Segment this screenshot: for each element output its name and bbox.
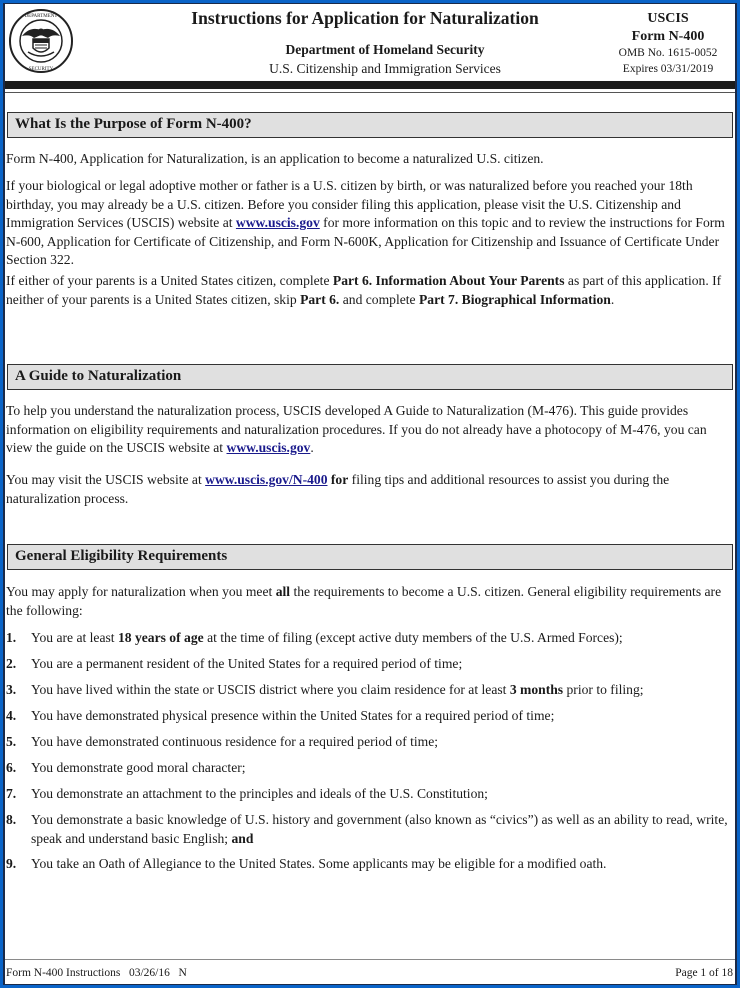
text-run: You are at least — [31, 630, 118, 645]
list-number: 9. — [6, 856, 17, 871]
text-run: You have demonstrated continuous residence for a required period of time; — [31, 734, 439, 749]
bold-text: Part 6. — [300, 291, 340, 307]
omb-number: OMB No. 1615-0052 — [618, 47, 718, 59]
paragraph — [6, 402, 734, 458]
page-number: Page 1 of 18 — [675, 967, 733, 979]
text-run: If either of your parents is a United States citizen, complete — [6, 273, 333, 288]
text-run: You take an Oath of Allegiance to the United States. Some applicants may be eligible for a modified oath. — [31, 856, 607, 871]
text-run: at the time of filing (except active duty members of the U.S. Armed Forces); — [203, 630, 623, 645]
agency-short: USCIS — [647, 11, 689, 26]
text-run: You may apply for naturalization when you meet — [6, 584, 276, 599]
bold-text: Part 6. Information About Your Parents — [332, 273, 565, 288]
list-text — [31, 855, 731, 874]
paragraph — [6, 583, 734, 620]
section-heading-purpose: What Is the Purpose of Form N-400? — [7, 112, 733, 138]
bold-text: and — [231, 830, 254, 846]
agency-name: U.S. Citizenship and Immigration Services — [269, 61, 501, 76]
list-text — [31, 759, 731, 778]
list-number: 2. — [6, 656, 17, 671]
text-run: Form N-400, Application for Naturalization, is an application to become a naturalized U.S. citizen. — [6, 151, 544, 166]
text-run: You have lived within the state or USCIS district where you claim residence for at least — [31, 682, 510, 697]
list-text — [31, 655, 731, 674]
paragraph — [6, 177, 734, 270]
uscis-website-link[interactable]: www.uscis.gov/N-400 — [205, 472, 328, 487]
bold-text: 18 years of age — [117, 630, 204, 645]
text-run: You may visit the USCIS website at — [6, 472, 206, 487]
bold-text: all — [275, 584, 291, 599]
text-run: filing tips and additional resources to assist you during the naturalization process. — [6, 472, 670, 506]
list-number: 3. — [6, 682, 17, 697]
list-number: 4. — [6, 708, 17, 723]
list-text — [31, 629, 731, 648]
section-heading-guide: A Guide to Naturalization — [7, 364, 733, 390]
list-number: 1. — [6, 630, 17, 645]
header-divider-thin — [5, 92, 735, 93]
text-run: You demonstrate good moral character; — [31, 760, 246, 775]
list-text — [31, 785, 731, 804]
bold-text: for — [327, 472, 349, 487]
uscis-website-link[interactable]: www.uscis.gov — [226, 440, 311, 455]
form-number: Form N-400 — [631, 29, 705, 44]
paragraph — [6, 471, 734, 508]
text-run: You are a permanent resident of the United States for a required period of time; — [31, 656, 463, 671]
svg-text:DEPARTMENT: DEPARTMENT — [24, 14, 58, 19]
text-run: for more information on this topic and to review the instructions for Form N-600, Application for Certificate of Citizenship, and Form N-600K, Application for Citizenship and Issuance of Certificate Under Section 322. — [6, 215, 725, 267]
paragraph — [6, 272, 734, 309]
text-run: prior to filing; — [563, 682, 644, 697]
text-run: You have demonstrated physical presence within the United States for a required period of time; — [31, 708, 555, 723]
text-run: To help you understand the naturalization process, USCIS developed A Guide to Naturalization (M-476). This guide provides information on eligibility requirements and naturalization procedures. If you do not already have a photocopy of M-476, you can view the guide on the USCIS website at — [6, 403, 707, 455]
svg-text:SECURITY: SECURITY — [28, 67, 54, 72]
text-run: If your biological or legal adoptive mother or father is a U.S. citizen by birth, or was naturalized before you reached your 18th birthday, you may already be a U.S. citizen. Before you consider filing this application, please visit the U.S. Citizenship and Immigration Services (USCIS) website at — [6, 178, 693, 230]
list-number: 6. — [6, 760, 17, 775]
text-run: and complete — [339, 291, 419, 307]
department-name: Department of Homeland Security — [285, 42, 485, 57]
form-info-block — [603, 10, 733, 77]
text-run: You demonstrate a basic knowledge of U.S. history and government (also known as “civics”) as well as an ability to read, write, speak and understand basic English; — [31, 812, 728, 846]
footer-divider — [5, 959, 735, 960]
list-text — [31, 811, 731, 848]
bold-text: Part 7. Biographical Information — [419, 291, 611, 307]
list-text — [31, 733, 731, 752]
bold-text: 3 months — [509, 682, 564, 697]
list-number: 7. — [6, 786, 17, 801]
text-run: the requirements to become a U.S. citizen. General eligibility requirements are the following: — [6, 584, 722, 618]
document-page — [5, 4, 735, 984]
list-number: 8. — [6, 812, 17, 827]
document-title: Instructions for Application for Naturalization — [191, 8, 539, 28]
paragraph — [6, 150, 734, 169]
text-run: You demonstrate an attachment to the principles and ideals of the U.S. Constitution; — [31, 786, 488, 801]
section-heading-eligibility: General Eligibility Requirements — [7, 544, 733, 570]
list-text — [31, 707, 731, 726]
text-run: as part of this application. If neither of your parents is a United States citizen, skip — [6, 273, 722, 307]
list-text — [31, 681, 731, 700]
text-run: . — [610, 291, 615, 307]
expiration-date: Expires 03/31/2019 — [622, 63, 714, 75]
footer-form-id: Form N-400 Instructions 03/26/16 N — [6, 967, 187, 979]
uscis-website-link[interactable]: www.uscis.gov — [235, 215, 320, 230]
header-divider-thick — [5, 81, 735, 89]
list-number: 5. — [6, 734, 17, 749]
text-run: . — [310, 440, 314, 455]
